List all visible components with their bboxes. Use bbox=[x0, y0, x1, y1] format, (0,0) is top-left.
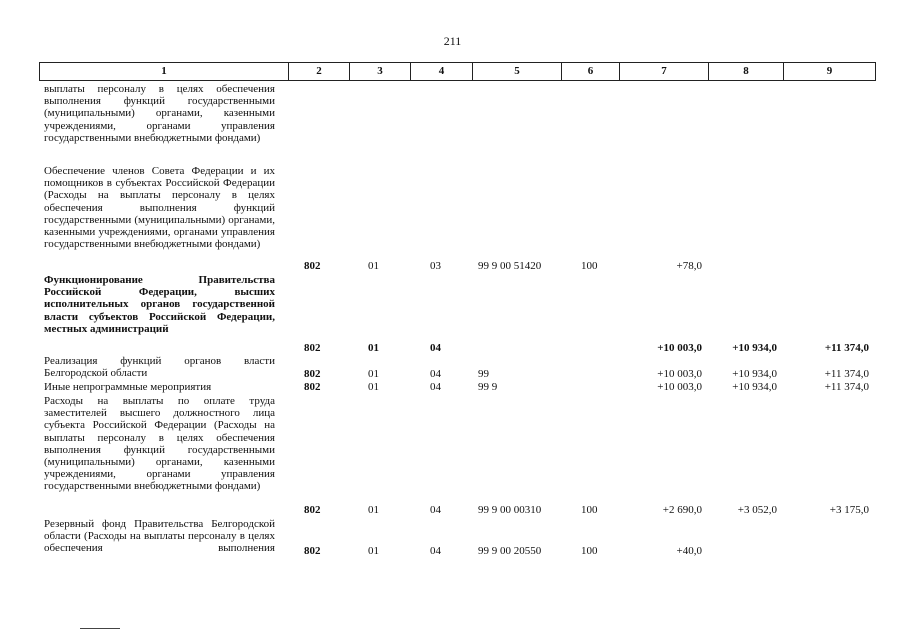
cell-c2: 802 bbox=[304, 381, 321, 393]
row-description: Реализация функций органов власти Белгородской области bbox=[44, 355, 275, 380]
cell-c2: 802 bbox=[304, 260, 321, 272]
cell-c3: 01 bbox=[368, 504, 379, 516]
cell-c6: 100 bbox=[581, 260, 598, 272]
row-description: Резервный фонд Правительства Белгородской области (Расходы на выплаты персоналу в целях обеспечения выполнения bbox=[44, 518, 275, 555]
cell-c3: 01 bbox=[368, 260, 379, 272]
row-description: выплаты персоналу в целях обеспечения выполнения функций государственными (муниципальными) органами, казенными учреждениями, органами управления государственными внебюджетными фондами) bbox=[44, 83, 275, 144]
row-description: Иные непрограммные мероприятия bbox=[44, 381, 212, 393]
cell-c2: 802 bbox=[304, 342, 321, 354]
cell-c3: 01 bbox=[368, 545, 379, 557]
cell-c4: 04 bbox=[430, 504, 441, 516]
cell-c4: 03 bbox=[430, 260, 441, 272]
header-col-5: 5 bbox=[473, 63, 562, 80]
cell-c9: +3 175,0 bbox=[829, 504, 869, 516]
cell-c5: 99 9 bbox=[478, 381, 498, 393]
cell-c2: 802 bbox=[304, 368, 321, 380]
header-col-1: 1 bbox=[40, 63, 289, 80]
cell-c5: 99 9 00 51420 bbox=[478, 260, 542, 272]
page-number: 211 bbox=[443, 34, 462, 48]
header-col-8: 8 bbox=[709, 63, 784, 80]
cell-c3: 01 bbox=[368, 342, 379, 354]
cell-c4: 04 bbox=[430, 545, 441, 557]
cell-c4: 04 bbox=[430, 342, 441, 354]
cell-c6: 100 bbox=[581, 545, 598, 557]
cell-c2: 802 bbox=[304, 504, 321, 516]
row-description: Расходы на выплаты по оплате труда заместителей высшего должностного лица субъекта Российской Федерации (Расходы на выплаты персоналу в целях обеспечения выполнения функций государственными (муниципальными) органами, казенными учреждениями, органами управления государственными внебюджетными фондами) bbox=[44, 395, 275, 493]
cell-c3: 01 bbox=[368, 381, 379, 393]
cell-c5: 99 bbox=[478, 368, 489, 380]
cell-c3: 01 bbox=[368, 368, 379, 380]
cell-c8: +3 052,0 bbox=[737, 504, 777, 516]
cell-c5: 99 9 00 20550 bbox=[478, 545, 542, 557]
cell-c9: +11 374,0 bbox=[824, 342, 869, 354]
header-col-9: 9 bbox=[826, 65, 833, 77]
cell-c4: 04 bbox=[430, 381, 441, 393]
cell-c7: +78,0 bbox=[676, 260, 702, 272]
cell-c5: 99 9 00 00310 bbox=[478, 504, 542, 516]
header-col-7: 7 bbox=[620, 63, 709, 80]
row-description: Обеспечение членов Совета Федерации и их помощников в субъектах Российской Федерации (Расходы на выплаты персоналу в целях обеспечения выполнения функций государственными (муниципальными) органами, казенными учреждениями, органами управления государственными внебюджетными фондами) bbox=[44, 165, 275, 251]
scan-artifact-line bbox=[80, 628, 120, 629]
header-col-4: 4 bbox=[411, 63, 473, 80]
cell-c9: +11 374,0 bbox=[824, 368, 869, 380]
cell-c2: 802 bbox=[304, 545, 321, 557]
header-col-2: 2 bbox=[289, 63, 350, 80]
cell-c8: +10 934,0 bbox=[732, 342, 777, 354]
cell-c7: +10 003,0 bbox=[657, 381, 702, 393]
header-col-6: 6 bbox=[562, 63, 620, 80]
cell-c4: 04 bbox=[430, 368, 441, 380]
table-header bbox=[39, 62, 876, 81]
cell-c8: +10 934,0 bbox=[732, 381, 777, 393]
cell-c8: +10 934,0 bbox=[732, 368, 777, 380]
header-col-3: 3 bbox=[350, 63, 411, 80]
cell-c7: +10 003,0 bbox=[657, 368, 702, 380]
row-description: Функционирование Правительства Российской Федерации, высших исполнительных органов государственной власти субъектов Российской Федерации, местных администраций bbox=[44, 274, 275, 335]
cell-c7: +2 690,0 bbox=[662, 504, 702, 516]
cell-c6: 100 bbox=[581, 504, 598, 516]
cell-c7: +10 003,0 bbox=[657, 342, 702, 354]
cell-c7: +40,0 bbox=[676, 545, 702, 557]
cell-c9: +11 374,0 bbox=[824, 381, 869, 393]
